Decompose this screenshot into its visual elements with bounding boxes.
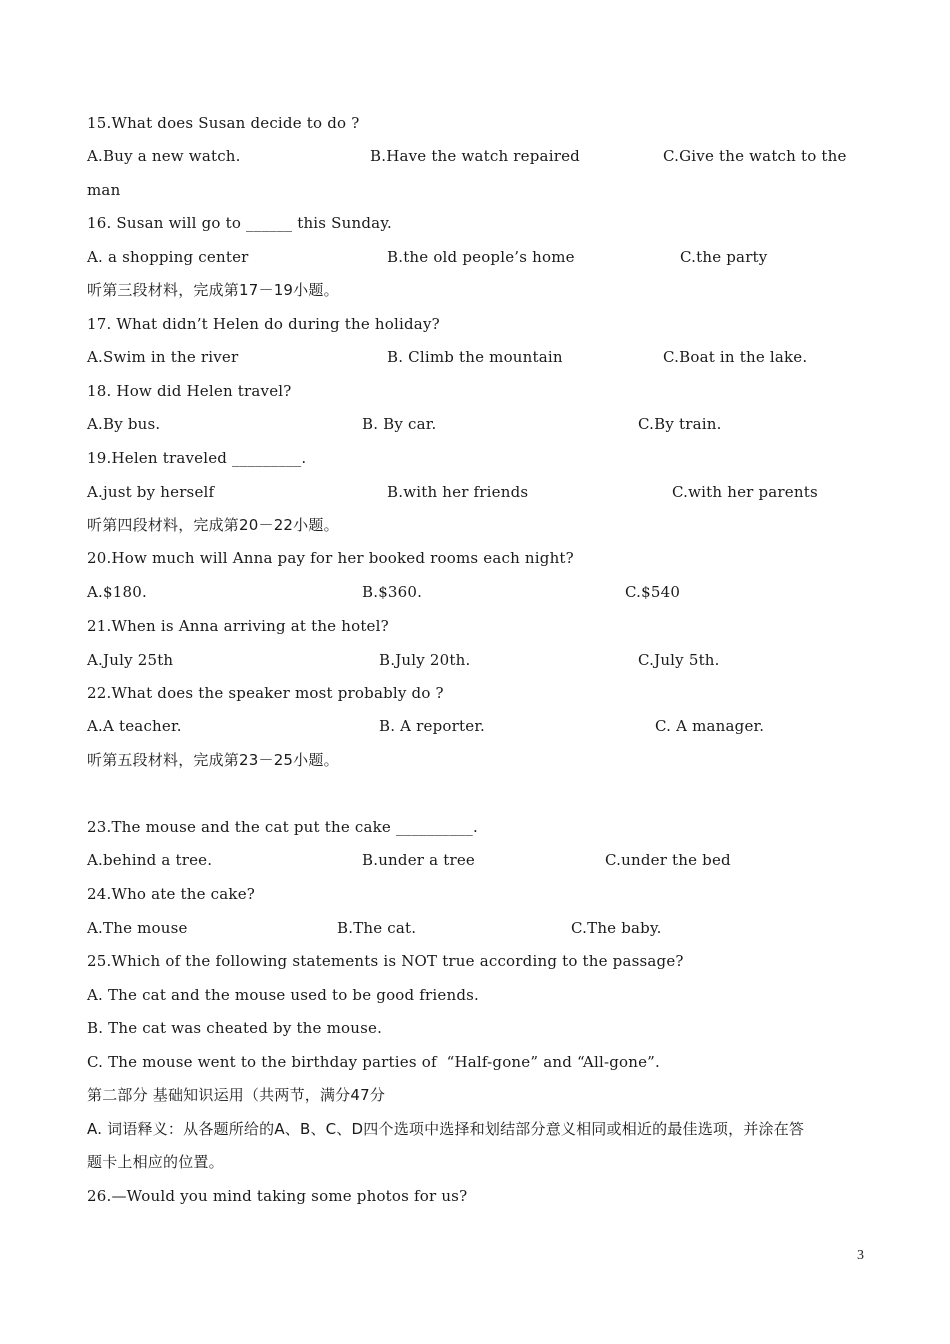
question-25-option-a: A. The cat and the mouse used to be good friends. bbox=[87, 986, 480, 1004]
question-24-option-a: A.The mouse bbox=[87, 919, 188, 937]
question-19-option-a: A.just by herself bbox=[87, 483, 215, 501]
question-15-option-c: C.Give the watch to the bbox=[663, 147, 847, 165]
question-16-stem: 16. Susan will go to ______ this Sunday. bbox=[87, 214, 392, 232]
question-17-option-b: B. Climb the mountain bbox=[387, 348, 563, 366]
question-26-stem: 26.—Would you mind taking some photos for us? bbox=[87, 1187, 468, 1205]
question-19-option-c: C.with her parents bbox=[672, 483, 818, 501]
part-2-section-a-instruction: A. 词语释义：从各题所给的A、B、C、D四个选项中选择和划结部分意义相同或相近的最佳选项，并涂在答 bbox=[87, 1120, 805, 1138]
question-20-stem: 20.How much will Anna pay for her booked rooms each night? bbox=[87, 549, 574, 567]
question-22-option-b: B. A reporter. bbox=[379, 717, 486, 735]
question-25-option-b: B. The cat was cheated by the mouse. bbox=[87, 1019, 383, 1037]
question-19-option-b: B.with her friends bbox=[387, 483, 529, 501]
section-3-instruction: 听第三段材料，完成第17－19小题。 bbox=[87, 281, 339, 299]
question-17-option-c: C.Boat in the lake. bbox=[663, 348, 808, 366]
section-4-instruction: 听第四段材料，完成第20－22小题。 bbox=[87, 516, 339, 534]
question-25-stem: 25.Which of the following statements is NOT true according to the passage? bbox=[87, 952, 684, 970]
question-17-option-a: A.Swim in the river bbox=[87, 348, 239, 366]
question-22-stem: 22.What does the speaker most probably do ? bbox=[87, 684, 444, 702]
section-5-instruction: 听第五段材料，完成第23－25小题。 bbox=[87, 751, 339, 769]
question-15-stem: 15.What does Susan decide to do ? bbox=[87, 114, 360, 132]
question-20-option-c: C.$540 bbox=[625, 583, 681, 601]
question-24-stem: 24.Who ate the cake? bbox=[87, 885, 256, 903]
question-15-option-b: B.Have the watch repaired bbox=[370, 147, 580, 165]
question-20-option-b: B.$360. bbox=[362, 583, 423, 601]
question-22-option-a: A.A teacher. bbox=[87, 717, 182, 735]
question-20-option-a: A.$180. bbox=[87, 583, 147, 601]
question-21-option-b: B.July 20th. bbox=[379, 651, 471, 669]
question-19-stem: 19.Helen traveled _________. bbox=[87, 449, 307, 467]
question-21-option-a: A.July 25th bbox=[87, 651, 174, 669]
question-18-option-c: C.By train. bbox=[638, 415, 722, 433]
question-16-option-c: C.the party bbox=[680, 248, 768, 266]
question-24-option-c: C.The baby. bbox=[571, 919, 662, 937]
question-17-stem: 17. What didn’t Helen do during the holiday? bbox=[87, 315, 440, 333]
question-21-option-c: C.July 5th. bbox=[638, 651, 720, 669]
question-18-stem: 18. How did Helen travel? bbox=[87, 382, 292, 400]
question-18-option-b: B. By car. bbox=[362, 415, 437, 433]
question-22-option-c: C. A manager. bbox=[655, 717, 765, 735]
part-2-heading: 第二部分 基础知识运用（共两节，满分47分 bbox=[87, 1086, 386, 1104]
question-16-option-a: A. a shopping center bbox=[87, 248, 249, 266]
question-15-option-a: A.Buy a new watch. bbox=[87, 147, 241, 165]
question-18-option-a: A.By bus. bbox=[87, 415, 161, 433]
question-16-option-b: B.the old people’s home bbox=[387, 248, 575, 266]
question-23-option-b: B.under a tree bbox=[362, 851, 475, 869]
question-15-option-c-continued: man bbox=[87, 181, 121, 199]
question-24-option-b: B.The cat. bbox=[337, 919, 417, 937]
part-2-section-a-instruction-cont: 题卡上相应的位置。 bbox=[87, 1153, 224, 1171]
question-21-stem: 21.When is Anna arriving at the hotel? bbox=[87, 617, 389, 635]
question-23-stem: 23.The mouse and the cat put the cake __________. bbox=[87, 818, 478, 836]
question-23-option-c: C.under the bed bbox=[605, 851, 731, 869]
page-number: 3 bbox=[857, 1248, 864, 1263]
question-25-option-c: C. The mouse went to the birthday parties of “Half-gone” and “All-gone”. bbox=[87, 1053, 661, 1071]
question-23-option-a: A.behind a tree. bbox=[87, 851, 213, 869]
